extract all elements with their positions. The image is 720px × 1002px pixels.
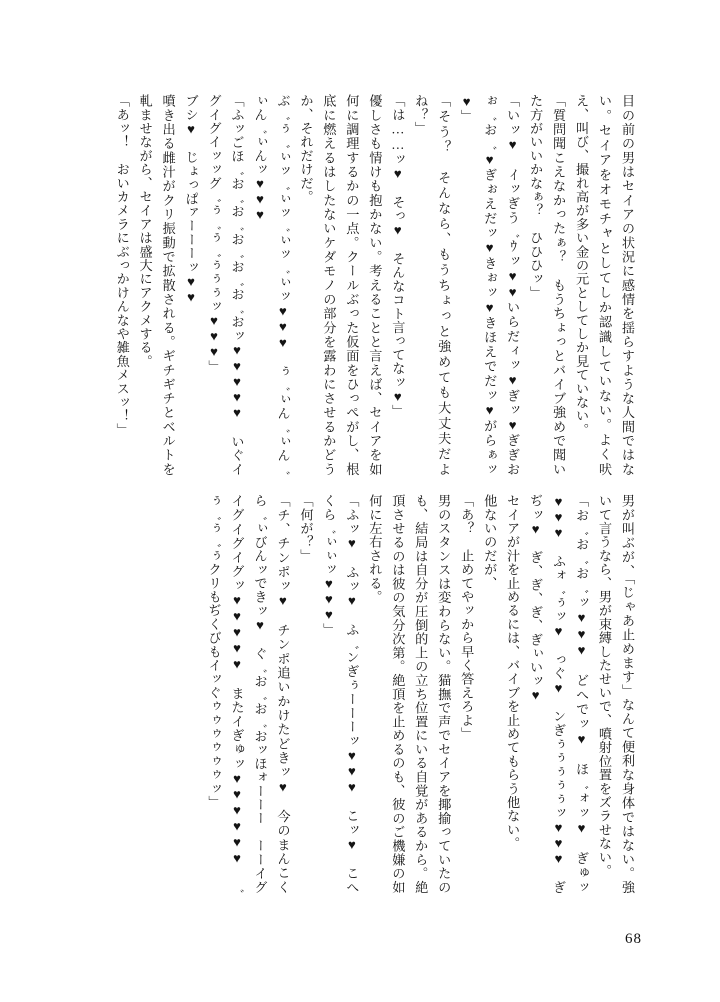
text-block-upper	[114, 94, 638, 476]
paragraph-upper: 目の前の男はセイアの状況に感情を揺らすような人間ではない。セイアをオモチャとしてしか認識していない。よく吠え、叫び、撮れ高が多い金の元としてしか見ていない。 「質問聞こえなかったぁ？ もうちょっとバイブ強めで聞いた方がいいかなぁ？ ひひひッ」 「いッ♥ ｲッぎう゛ｳッ♥♥いらだィッ♥ぎッ♥ぎぎおぉ゛お゛♥ぎぉえだッ♥きぉッ♥きほえでだッ♥がらぁッ♥」 「そう？ そんなら、もうちょっと強めても大丈夫だよね？」 「は……ッ♥ そっ♥ そんなコト言ってなッ♥」 優しさも情けも抱かない。考えることと言えば、セイアを如何に調理するかの一点。クールぶった仮面をひっぺがし、根底に燃えるはしたないケダモノの部分を露わにさせるかどうか、それだけだ。 ぶ゛ぅ゛ぃッ゛ぃッ゛ぃッ゛ぃッ♥♥♥ ぅ゛ぃん゛ぃん゛ぃん゛ぃんッ♥♥♥ 「ふッごほ゛お゛お゛お゛お゛お゛おッ♥♥♥♥♥ いぐイグイグイッッグ゛ぅ゛ぅ゛ぅぅぅッ♥♥♥」 ブシ♥ じょっぱァーーーッ♥♥ 噴き出る雌汁がクリ振動で拡散される。ギチギチとベルトを軋ませながら、セイアは盛大にアクメする。 「あッ！ おいカメラにぶっかけんなや雑魚メスッ！」	[114, 94, 635, 476]
page-number: 68	[625, 931, 642, 947]
text-block-lower	[130, 494, 638, 894]
paragraph-lower: 男が叫ぶが、「じゃあ止めます」なんて便利な身体ではない。強いて言うなら、男が束縛したせいで、噴射位置をズラせない。 「お゛お゛お゛ッ♥♥♥ どへでッ♥ ほ゛ォッ♥ ぎゅッ♥♥♥ ふォ゛ぅッ♥ っぐ♥ ンぎぅぅぅぅぅッ♥♥♥ ぎぢッ♥ ぎ、ぎ、ぎ、ぎぃいッ♥ セイアが汁を止めるには、バイブを止めてもらう他ない。 他ないのだが、 「あ？ 止めてやッから早く答えろよ」 男のスタンスは変わらない。猫撫で声でセイアを揶揄っていたのも、結局は自分が圧倒的上の立ち位置にいる自覚があるから。絶頂させるのは彼の気分次第。絶頂を止めるのも、彼のご機嫌の如何に左右される。 「ふッ♥ ふッ♥ ふ゛ンぎぅーーーッ♥♥♥ こッ♥ こへくら゛ぃぃッ♥♥♥」 「何が？」 「チ、チンポッ♥ チンポ追いかけたどきッ♥ 今のまんこくら゛ぃびんッできッ♥ ぐ゛お゛お゛おッほォーーー ーーイグイグイグイグッ♥♥♥♥♥ またイぎゅッ♥♥♥♥♥♥ ゛ぅ゛ぅ゛ぅクリもぢくびもイッぐゥゥゥゥゥゥッ」	[206, 494, 635, 894]
